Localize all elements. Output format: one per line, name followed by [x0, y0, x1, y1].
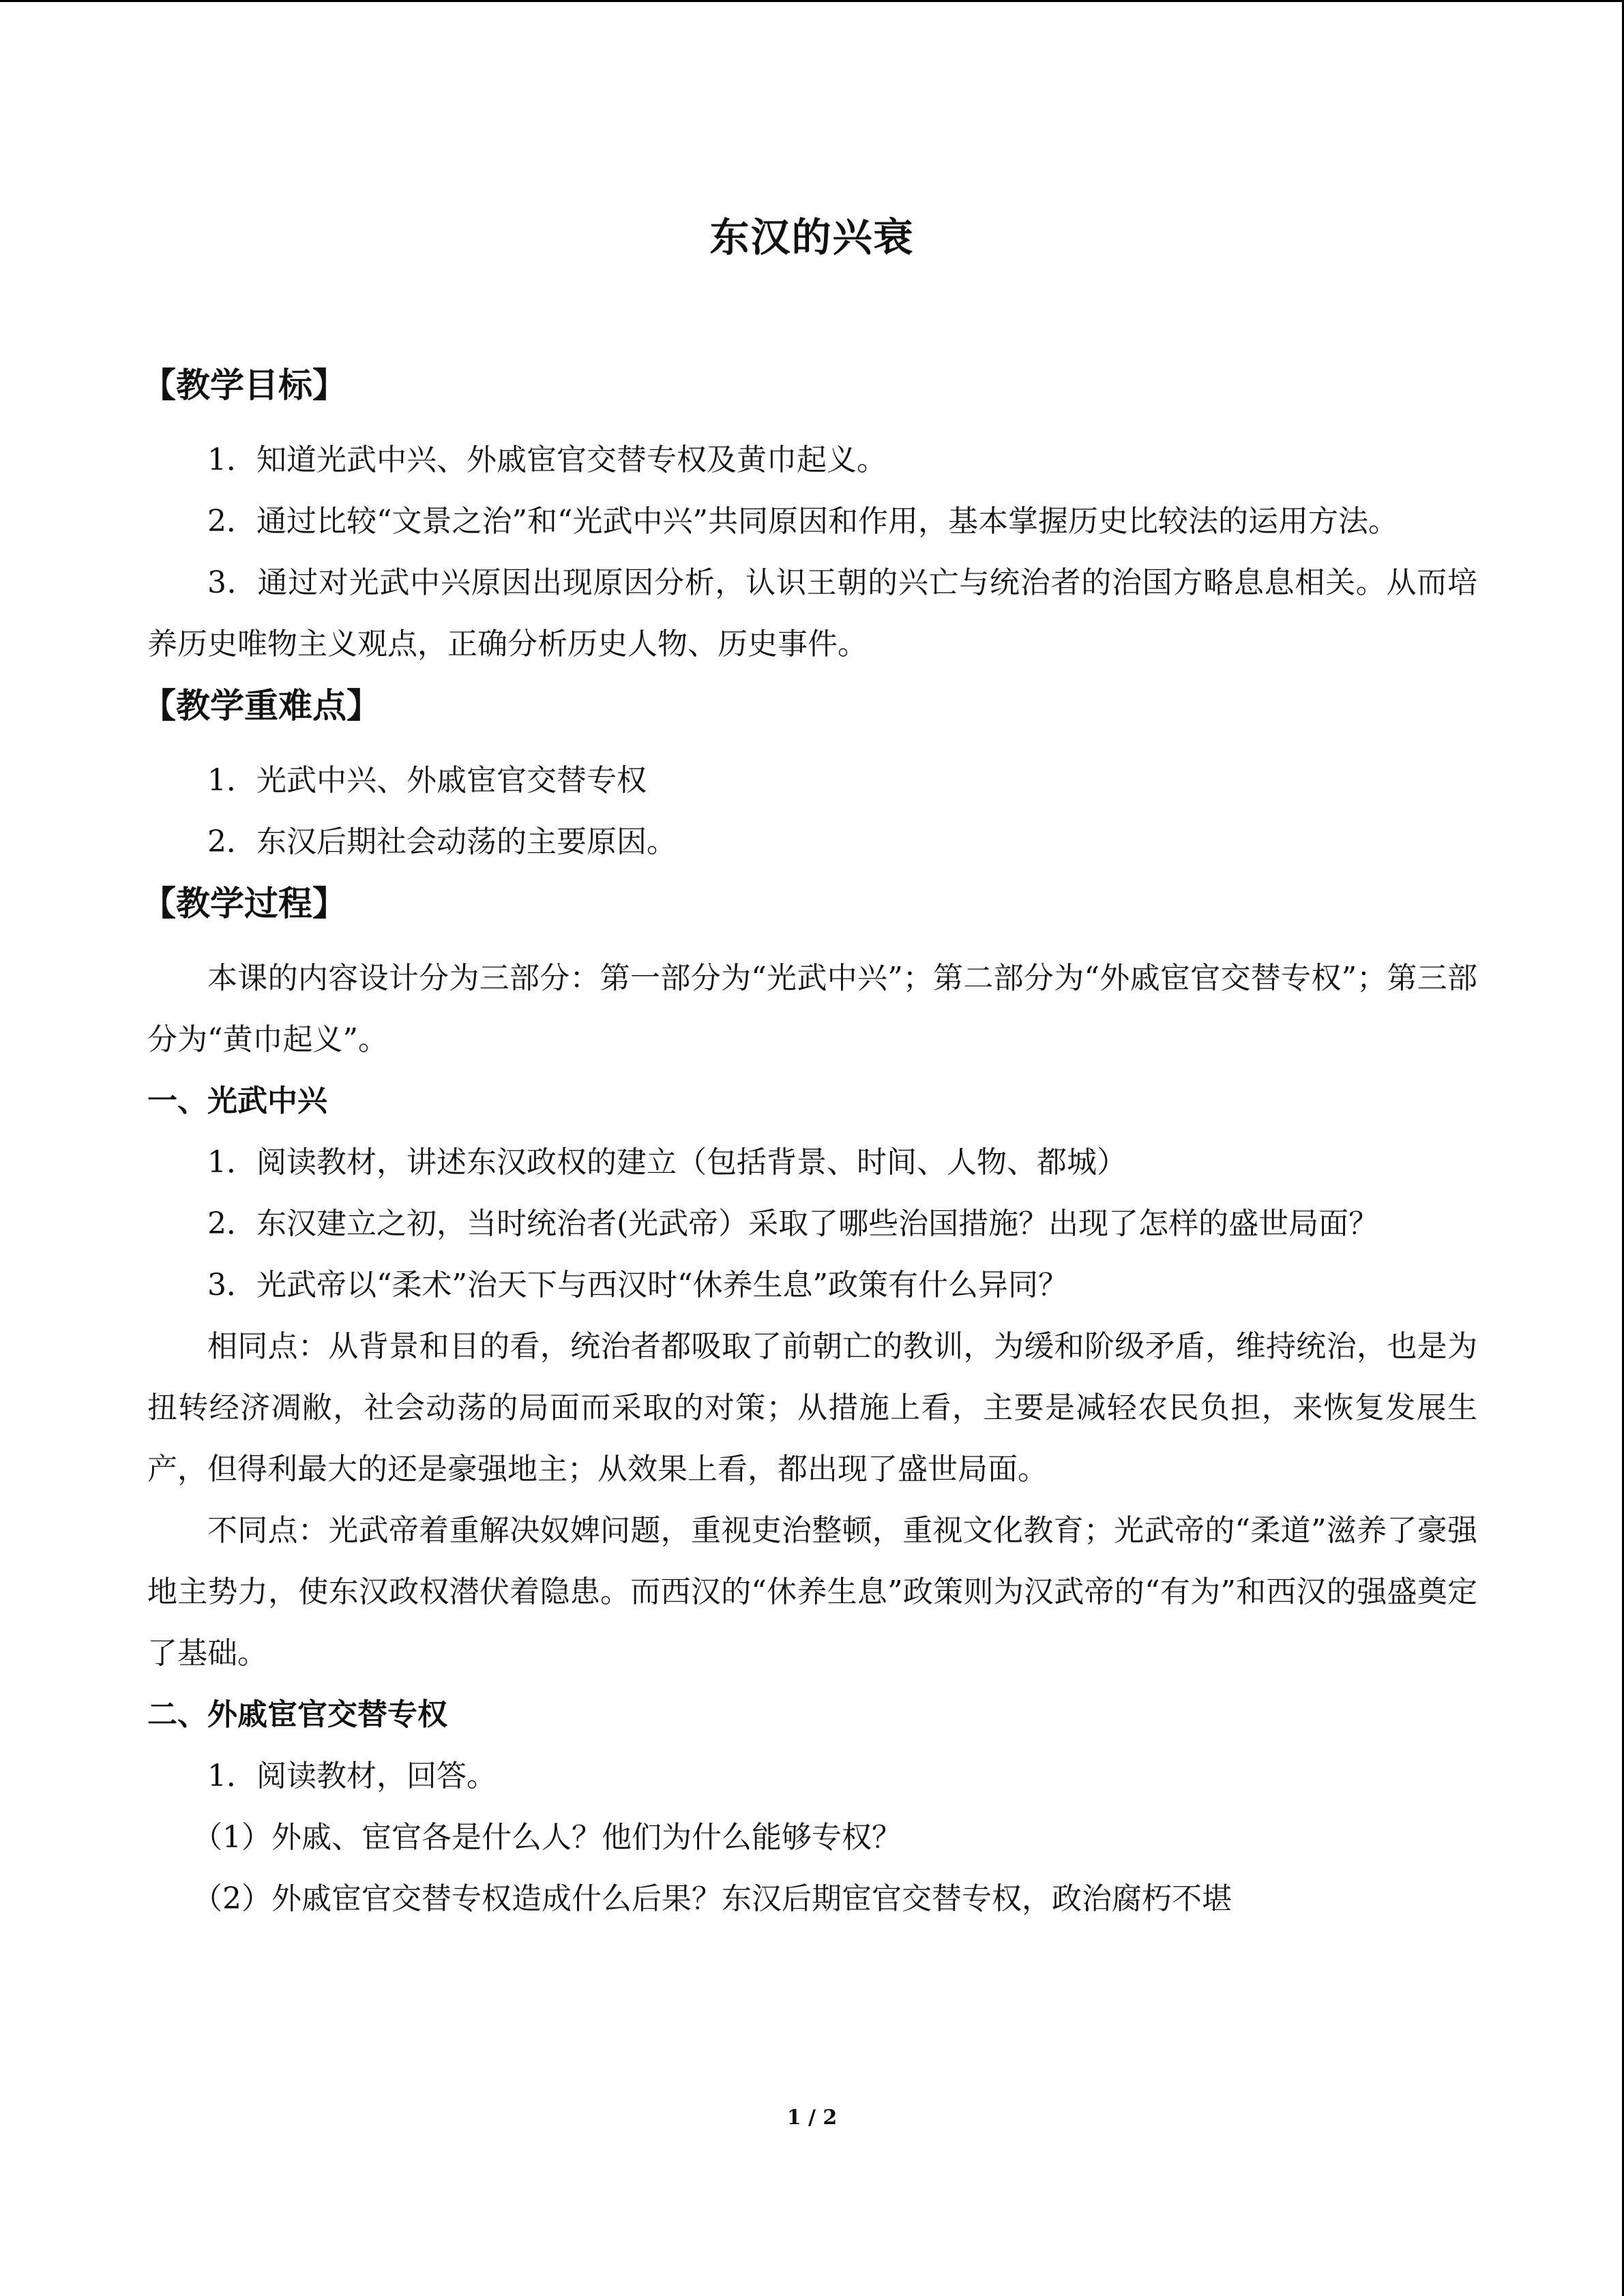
top-border-line — [0, 0, 1624, 2]
document-title: 东汉的兴衰 — [709, 214, 915, 260]
key-point-1: 1．光武中兴、外戚宦官交替专权 — [207, 763, 647, 798]
part2-heading: 二、外戚宦官交替专权 — [147, 1697, 447, 1732]
page-number: 1 / 2 — [786, 2106, 838, 2130]
part1-heading: 一、光武中兴 — [147, 1084, 327, 1118]
section-heading-key-points: 【教学重难点】 — [142, 686, 381, 726]
part2-item-1: 1．阅读教材，回答。 — [207, 1759, 497, 1793]
part1-item-1: 1．阅读教材，讲述东汉政权的建立（包括背景、时间、人物、都城） — [207, 1145, 1127, 1180]
document-body — [142, 355, 1478, 1930]
objective-3: 3．通过对光武中兴原因出现原因分析，认识王朝的兴亡与统治者的治国方略息息相关。从而培养历史唯物主义观点，正确分析历史人物、历史事件。 — [147, 565, 1477, 661]
part1-similarities: 相同点：从背景和目的看，统治者都吸取了前朝亡的教训，为缓和阶级矛盾，维持统治，也是为扭转经济凋敝，社会动荡的局面而采取的对策；从措施上看，主要是减轻农民负担，来恢复发展生产，但得利最大的还是豪强地主；从效果上看，都出现了盛世局面。 — [147, 1329, 1477, 1487]
part2-sub-item-2: （2）外戚宦官交替专权造成什么后果？东汉后期宦官交替专权，政治腐朽不堪 — [192, 1881, 1232, 1916]
key-point-2: 2．东汉后期社会动荡的主要原因。 — [207, 824, 677, 859]
section-heading-process: 【教学过程】 — [142, 884, 346, 923]
process-intro: 本课的内容设计分为三部分：第一部分为“光武中兴”；第二部分为“外戚宦官交替专权”；第三部分为“黄巾起义”。 — [147, 961, 1477, 1057]
objective-2: 2．通过比较“文景之治”和“光武中兴”共同原因和作用，基本掌握历史比较法的运用方法。 — [207, 504, 1398, 539]
objective-1: 1．知道光武中兴、外戚宦官交替专权及黄巾起义。 — [207, 443, 887, 477]
part2-sub-item-1: （1）外戚、宦官各是什么人？他们为什么能够专权？ — [192, 1820, 902, 1855]
part1-item-3: 3．光武帝以“柔术”治天下与西汉时“休养生息”政策有什么异同？ — [207, 1268, 1068, 1302]
section-heading-objectives: 【教学目标】 — [142, 366, 346, 405]
part1-differences: 不同点：光武帝着重解决奴婢问题，重视吏治整顿，重视文化教育；光武帝的“柔道”滋养了豪强地主势力，使东汉政权潜伏着隐患。而西汉的“休养生息”政策则为汉武帝的“有为”和西汉的强盛奠定了基础。 — [147, 1513, 1478, 1671]
part1-item-2: 2．东汉建立之初，当时统治者(光武帝）采取了哪些治国措施？出现了怎样的盛世局面？ — [207, 1206, 1379, 1241]
